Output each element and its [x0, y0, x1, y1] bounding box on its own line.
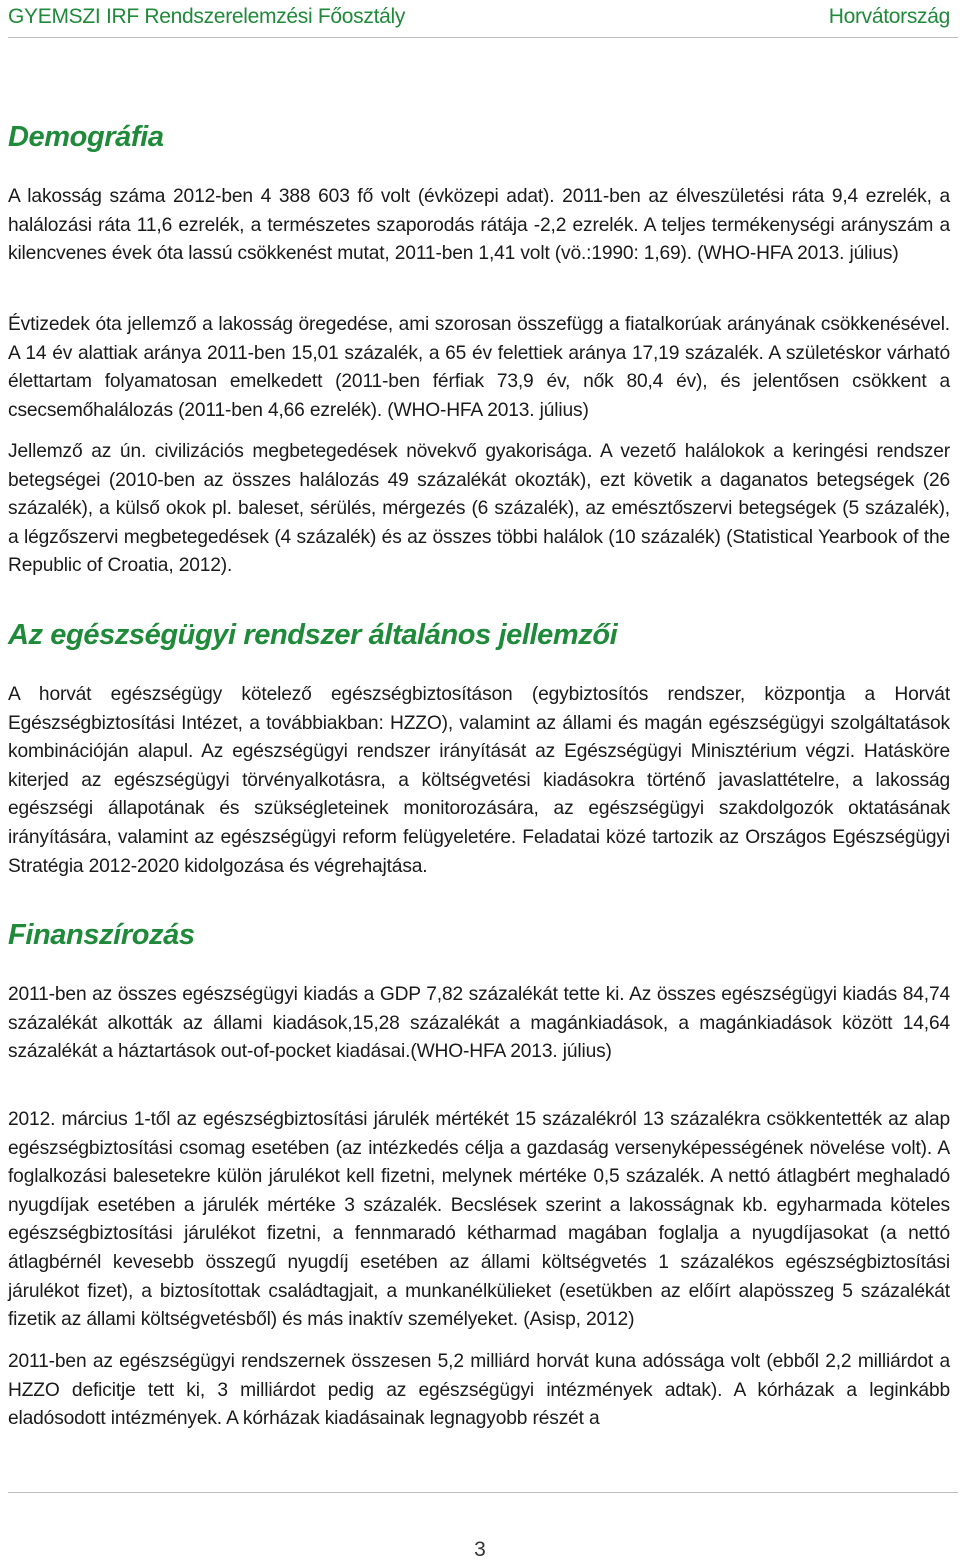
- paragraph-demografia-2: Évtizedek óta jellemző a lakosság öregedése, ami szorosan összefügg a fiatalkorúak arányának csökkenésével. A 14 év alattiak aránya 2011-ben 15,01 százalék, a 65 év felettiek aránya 17,19 százalék. A születéskor várható élettartam folyamatosan emelkedett (2011-ben férfiak 73,9 év, nők 80,4 év), és jelentősen csökkent a csecsemőhalálozás (2011-ben 4,66 ezrelék). (WHO-HFA 2013. július): [8, 314, 950, 421]
- section-title-altalanos: Az egészségügyi rendszer általános jellemzői: [8, 619, 618, 651]
- paragraph-finanszirozas-3: 2011-ben az egészségügyi rendszernek összesen 5,2 milliárd horvát kuna adóssága volt (ebből 2,2 milliárdot a HZZO deficitje tett ki, 3 milliárdot pedig az egészségügyi intézmények adtak). A kórházak a leginkább eladósodott intézmények. A kórházak kiadásainak legnagyobb részét a: [8, 1351, 950, 1430]
- section-title-finanszirozas: Finanszírozás: [8, 919, 195, 951]
- paragraph-demografia-3: Jellemző az ún. civilizációs megbetegedések növekvő gyakorisága. A vezető halálokok a keringési rendszer betegségei (2010-ben az összes halálozás 49 százalékát okozták), ezt követik a daganatos betegségek (26 százalék), a külső okok pl. baleset, sérülés, mérgezés (6 százalék), az emésztőszervi betegségek (5 százalék), a légzőszervi megbetegedések (4 százalék) és az összes többi halálok (10 százalék) (Statistical Yearbook of the Republic of Croatia, 2012).: [8, 441, 950, 577]
- page-header: [8, 2, 950, 32]
- paragraph-finanszirozas-1: 2011-ben az összes egészségügyi kiadás a GDP 7,82 százalékát tette ki. Az összes egészségügyi kiadás 84,74 százalékát alkották az állami kiadások,15,28 százalékát a magánkiadások, a magánkiadások között 14,64 százalékát a háztartások out-of-pocket kiadásai.(WHO-HFA 2013. július): [8, 984, 950, 1063]
- section-title-demografia: Demográfia: [8, 121, 164, 153]
- page-number: 3: [474, 1538, 486, 1561]
- paragraph-demografia-1: A lakosság száma 2012-ben 4 388 603 fő volt (évközepi adat). 2011-ben az élveszületési ráta 9,4 ezrelék, a halálozási ráta 11,6 ezrelék, a természetes szaporodás rátája -2,2 ezrelék. A teljes termékenységi arányszám a kilencvenes évek óta lassú csökkenést mutat, 2011-ben 1,41 volt (vö.:1990: 1,69). (WHO-HFA 2013. július): [8, 186, 950, 265]
- header-country: Horvátország: [828, 5, 950, 28]
- paragraph-altalanos-1: A horvát egészségügy kötelező egészségbiztosításon (egybiztosítós rendszer, központja a Horvát Egészségbiztosítási Intézet, a továbbiakban: HZZO), valamint az állami és magán egészségügyi szolgáltatások kombinációján alapul. Az egészségügyi rendszer irányítását az Egészségügyi Minisztérium végzi. Hatásköre kiterjed az egészségügyi törvényalkotásra, a költségvetési kiadásokra történő javaslattételre, a lakosság egészségi állapotának és szükségleteinek monitorozására, az egészségügyi szakdolgozók oktatásának irányítására, valamint az egészségügyi reform felügyeletére. Feladatai közé tartozik az Országos Egészségügyi Stratégia 2012-2020 kidolgozása és végrehajtása.: [8, 684, 950, 877]
- footer-divider: [8, 1492, 958, 1493]
- paragraph-finanszirozas-2: 2012. március 1-től az egészségbiztosítási járulék mértékét 15 százalékról 13 százalékra csökkentették az alap egészségbiztosítási csomag esetében (az intézkedés célja a gazdaság versenyképességének növelése volt). A foglalkozási balesetekre külön járulékot kell fizetni, melynek mértéke 0,5 százalék. A nettó átlagbért meghaladó nyugdíjak esetében a járulék mértéke 3 százalék. Becslések szerint a lakosságnak kb. egyharmada köteles egészségbiztosítási járulékot fizetni, a fennmaradó kétharmad magában foglalja a nyugdíjasokat (a nettó átlagbérnél kevesebb összegű nyugdíj esetében az állami költségvetés 1 százalékos egészségbiztosítási járulékot fizet), a biztosítottak családtagjait, a munkanélkülieket (esetükben az előírt alapösszeg 5 százalékát fizetik az állami költségvetésből) és más inaktív személyeket. (Asisp, 2012): [8, 1109, 950, 1331]
- header-divider: [8, 37, 958, 38]
- header-organization: GYEMSZI IRF Rendszerelemzési Főosztály: [8, 5, 406, 28]
